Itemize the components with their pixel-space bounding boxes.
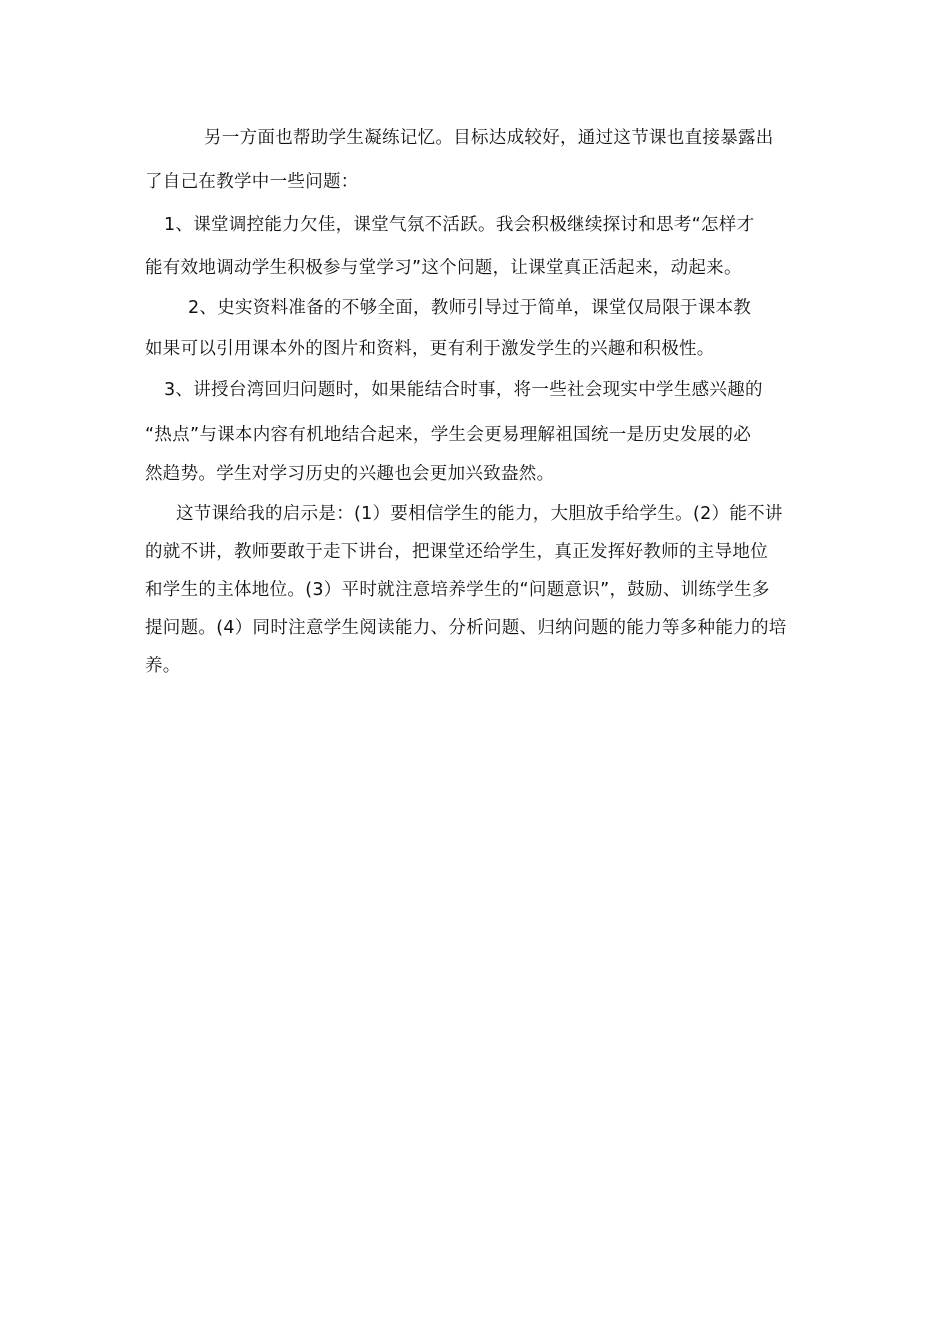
- text-line-14: 养。: [145, 656, 181, 676]
- text-line-9: 然趋势。学生对学习历史的兴趣也会更加兴致盎然。: [145, 464, 555, 484]
- text-line-4: 能有效地调动学生积极参与堂学习”这个问题，让课堂真正活起来，动起来。: [145, 258, 742, 278]
- text-line-12: 和学生的主体地位。(3）平时就注意培养学生的“问题意识”，鼓励、训练学生多: [145, 580, 770, 600]
- text-line-7: 3、讲授台湾回归问题时，如果能结合时事，将一些社会现实中学生感兴趣的: [164, 380, 763, 400]
- text-line-6: 如果可以引用课本外的图片和资料，更有利于激发学生的兴趣和积极性。: [145, 339, 715, 359]
- text-line-13: 提问题。(4）同时注意学生阅读能力、分析问题、归纳问题的能力等多种能力的培: [145, 618, 787, 638]
- text-line-3: 1、课堂调控能力欠佳，课堂气氛不活跃。我会积极继续探讨和思考“怎样才: [164, 215, 755, 235]
- text-line-11: 的就不讲，教师要敢于走下讲台，把课堂还给学生，真正发挥好教师的主导地位: [145, 542, 768, 562]
- text-line-2: 了自己在教学中一些问题：: [145, 172, 359, 192]
- text-line-1: 另一方面也帮助学生凝练记忆。目标达成较好，通过这节课也直接暴露出: [204, 128, 774, 148]
- text-line-5: 2、史实资料准备的不够全面，教师引导过于简单，课堂仅局限于课本教: [188, 298, 752, 318]
- text-line-8: “热点”与课本内容有机地结合起来，学生会更易理解祖国统一是历史发展的必: [145, 425, 752, 445]
- text-line-10: 这节课给我的启示是：(1）要相信学生的能力，大胆放手给学生。(2）能不讲: [176, 504, 783, 524]
